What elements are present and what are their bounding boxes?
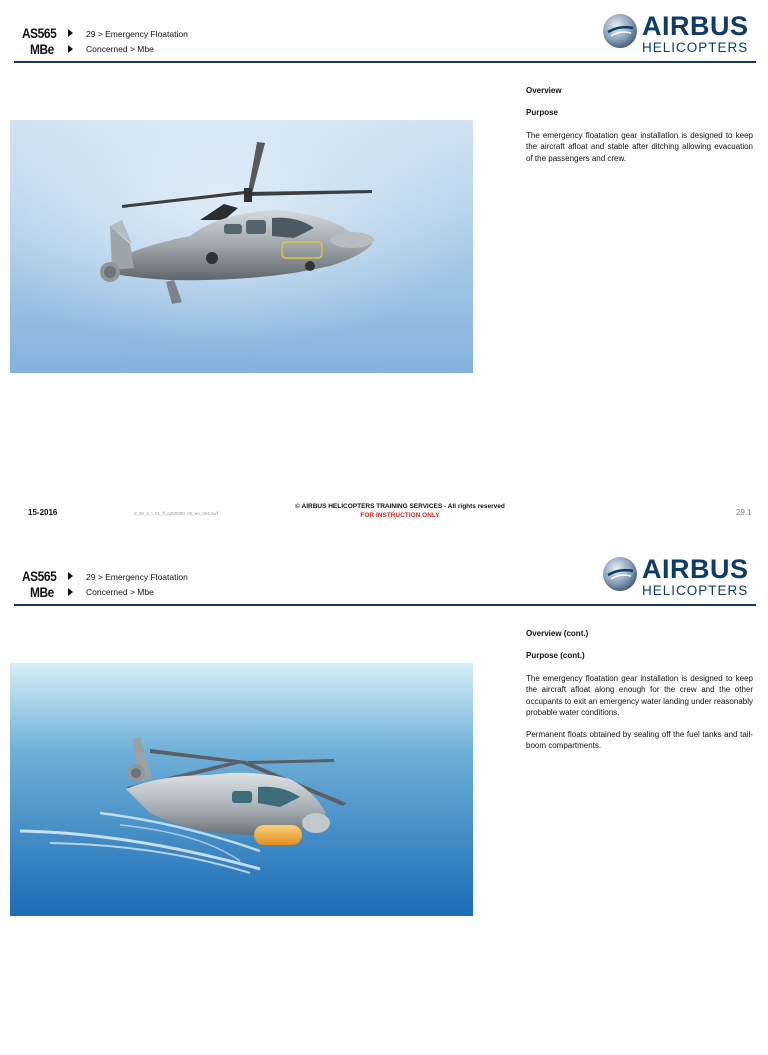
footer-filename: d_00_a_l_01_fl_a250000_00_en_001.swf (134, 511, 218, 516)
footer-date: 15-2016 (28, 508, 58, 517)
logo-word-airbus: AIRBUS (642, 11, 749, 41)
arrow-right-icon (68, 588, 73, 596)
breadcrumb-concerned: Concerned > Mbe (86, 587, 154, 597)
helicopter-in-flight-icon (10, 120, 473, 373)
breadcrumb-concerned: Concerned > Mbe (86, 44, 154, 54)
section-heading: Overview (526, 86, 562, 95)
arrow-right-icon (68, 29, 73, 37)
purpose-paragraph: The emergency floatation gear installation is designed to keep the aircraft afloat and stable after ditching allowing evacuation of the passengers and crew. (526, 131, 753, 163)
purpose-paragraph: The emergency floatation gear installation is designed to keep the aircraft afloat along enough for the crew and the other occupants to exit an emergency water landing under reasonably probable water conditions. (526, 674, 753, 717)
illustration-helicopter-flight (10, 120, 473, 373)
model-variant: MBe (30, 584, 54, 600)
footer-warning: FOR INSTRUCTION ONLY (360, 512, 440, 519)
section-heading: Overview (cont.) (526, 629, 589, 638)
page-number: 29.1 (736, 508, 752, 517)
header-divider (14, 61, 756, 63)
footer-copyright: © AIRBUS HELICOPTERS TRAINING SERVICES - All rights reserved (295, 503, 505, 510)
airbus-helicopters-logo (602, 11, 760, 59)
breadcrumb-chapter: 29 > Emergency Floatation (86, 572, 188, 582)
logo-word-airbus: AIRBUS (642, 554, 749, 584)
arrow-right-icon (68, 572, 73, 580)
header-divider (14, 604, 756, 606)
airbus-helicopters-logo (602, 554, 760, 602)
document-page-2 (0, 543, 768, 1055)
section-subheading: Purpose (cont.) (526, 651, 585, 660)
section-subheading: Purpose (526, 108, 559, 117)
model-code: AS565 (22, 568, 57, 584)
document-page-1 (0, 0, 768, 519)
model-code: AS565 (22, 25, 57, 41)
permanent-floats-paragraph: Permanent floats obtained by sealing off the fuel tanks and tail-boom compartments. (526, 730, 753, 751)
model-variant: MBe (30, 41, 54, 57)
helicopter-ditching-icon (10, 663, 473, 916)
globe-logo-icon (602, 13, 638, 49)
illustration-helicopter-ditching (10, 663, 473, 916)
breadcrumb-chapter: 29 > Emergency Floatation (86, 29, 188, 39)
arrow-right-icon (68, 45, 73, 53)
logo-word-helicopters: HELICOPTERS (642, 40, 749, 55)
globe-logo-icon (602, 556, 638, 592)
logo-word-helicopters: HELICOPTERS (642, 583, 749, 598)
